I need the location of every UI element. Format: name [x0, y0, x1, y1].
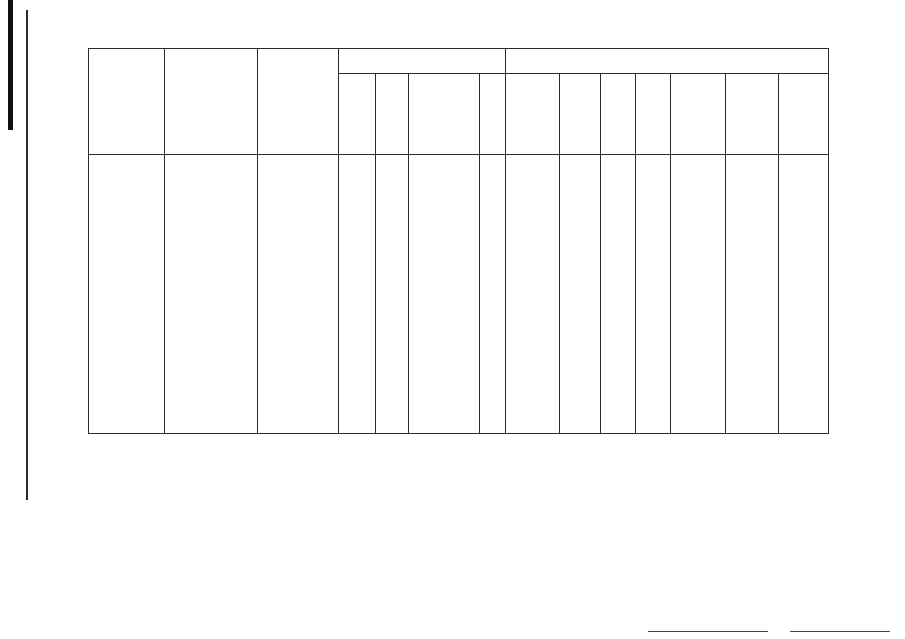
column-rule: [479, 73, 480, 434]
scan-edge-line: [26, 10, 28, 500]
column-rule: [600, 73, 601, 434]
column-rule: [338, 49, 339, 434]
column-rule: [635, 73, 636, 434]
column-rule: [164, 49, 165, 434]
scan-mark-line: [648, 631, 768, 632]
column-rule: [778, 73, 779, 434]
scan-mark-line: [790, 631, 890, 632]
budget-table: [88, 48, 829, 434]
column-rule: [559, 73, 560, 434]
header-body-rule: [89, 154, 829, 155]
column-rule: [670, 73, 671, 434]
column-rule: [408, 73, 409, 434]
scan-binding-edge: [8, 0, 13, 130]
column-rule: [725, 73, 726, 434]
column-rule: [257, 49, 258, 434]
header-subgroup-rule: [338, 73, 829, 74]
column-rule: [505, 49, 506, 434]
column-rule: [375, 73, 376, 434]
